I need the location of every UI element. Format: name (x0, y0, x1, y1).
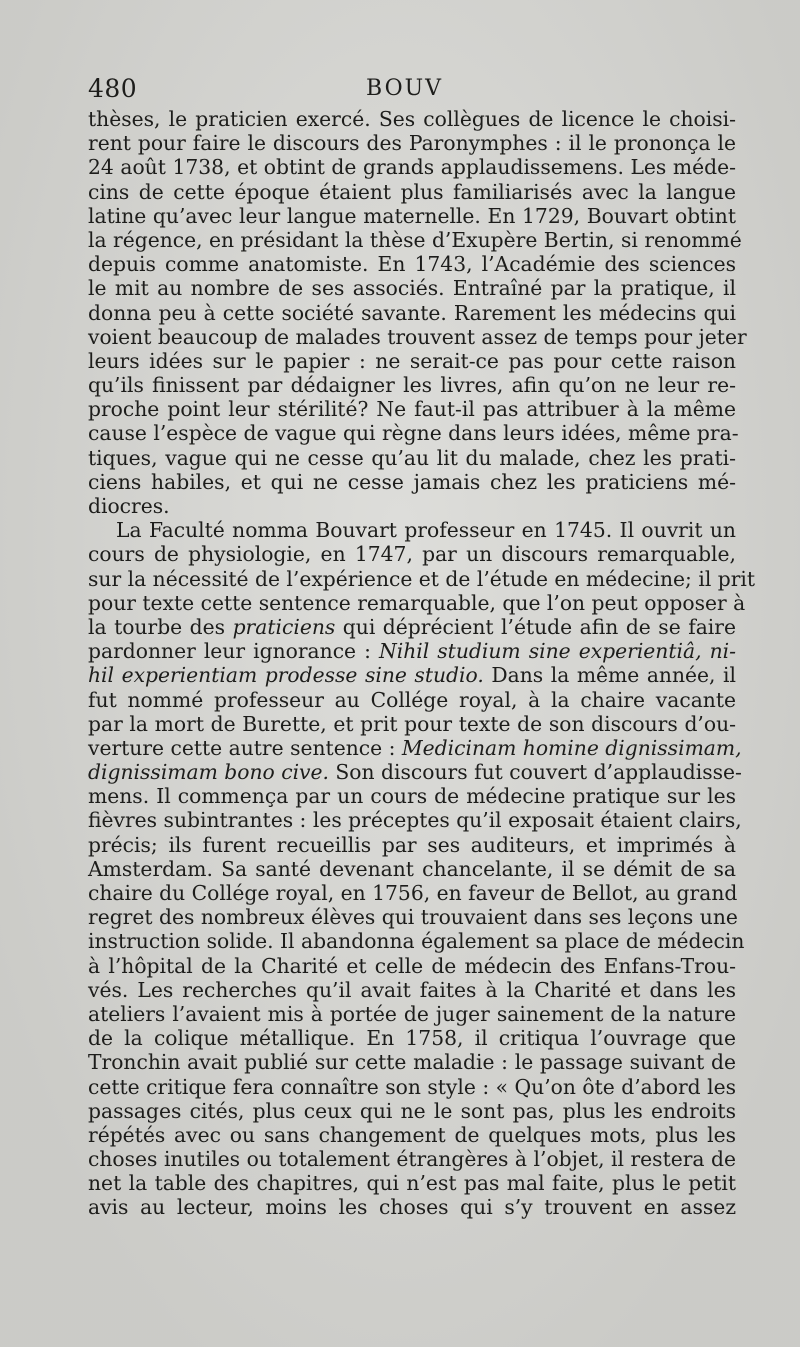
text-line: cette critique fera connaître son style : « Qu’on ôte d’abord les (88, 1074, 736, 1099)
text-line: la régence, en présidant la thèse d’Exupère Bertin, si renommé (88, 227, 742, 252)
text-line: leurs idées sur le papier : ne serait-ce pas pour cette raison (88, 348, 736, 373)
text-line: de la colique métallique. En 1758, il critiqua l’ouvrage que (88, 1026, 736, 1051)
text-line (88, 639, 736, 663)
text-line: avis au lecteur, moins les choses qui s’y trouvent en assez (88, 1195, 736, 1220)
running-head (88, 74, 736, 106)
text-line: sur la nécessité de l’expérience et de l’étude en médecine; il prit (88, 566, 756, 591)
text-line: Amsterdam. Sa santé devenant chancelante, il se démit de sa (88, 856, 736, 881)
text-line: ateliers l’avaient mis à portée de juger sainement de la nature (88, 1001, 736, 1026)
text-line: qu’ils finissent par dédaigner les livres, afin qu’on ne leur re- (88, 373, 736, 398)
text-line: 24 août 1738, et obtint de grands applaudissemens. Les méde- (88, 155, 736, 180)
text-line: tiques, vague qui ne cesse qu’au lit du malade, chez les prati- (88, 445, 736, 470)
text-line: depuis comme anatomiste. En 1743, l’Académie des sciences (88, 252, 736, 277)
text-line: par la mort de Burette, et prit pour texte de son discours d’ou- (88, 711, 736, 736)
latin-quote: Medicinam homine dignissimam, (401, 735, 742, 760)
text-run: pardonner leur ignorance : (88, 639, 379, 664)
text-line: regret des nombreux élèves qui trouvaient dans ses leçons une (88, 905, 738, 930)
text-run: Son discours fut couvert d’applaudisse- (328, 760, 742, 785)
text-line: pour texte cette sentence remarquable, que l’on peut opposer à (88, 590, 746, 615)
text-line: voient beaucoup de malades trouvent assez de temps pour jeter (88, 324, 747, 349)
text-line: à l’hôpital de la Charité et celle de médecin des Enfans-Trou- (88, 953, 736, 978)
text-run: qui déprécient l’étude afin de se faire (335, 614, 736, 639)
text-line: passages cités, plus ceux qui ne le sont pas, plus les endroits (88, 1098, 736, 1123)
text-line (88, 615, 736, 639)
text-line: fièvres subintrantes : les préceptes qu’il exposait étaient clairs, (88, 808, 742, 833)
text-line: diocres. (88, 494, 170, 518)
body-text (88, 107, 756, 1244)
text-line (88, 760, 742, 785)
text-line: net la table des chapitres, qui n’est pas mal faite, plus le petit (88, 1171, 736, 1196)
text-line: rent pour faire le discours des Paronymphes : il le prononça le (88, 131, 736, 156)
italic-word: praticiens (232, 614, 336, 639)
text-line: donna peu à cette société savante. Rarement les médecins qui (88, 300, 736, 325)
running-title: BOUV (366, 76, 444, 101)
text-line: vés. Les recherches qu’il avait faites à la Charité et dans les (88, 977, 736, 1002)
text-line (88, 735, 742, 760)
text-line (88, 663, 736, 687)
latin-quote: hil experientiam prodesse sine studio. (88, 663, 484, 688)
text-line: latine qu’avec leur langue maternelle. En 1729, Bouvart obtint (88, 203, 736, 228)
text-line: Tronchin avait publié sur cette maladie : le passage suivant de (88, 1050, 736, 1075)
latin-quote: Nihil studium sine experientiâ, ni- (378, 639, 736, 664)
text-line: répétés avec ou sans changement de quelques mots, plus les (88, 1122, 736, 1147)
text-line: cause l’espèce de vague qui règne dans leurs idées, même pra- (88, 421, 739, 446)
text-line: thèses, le praticien exercé. Ses collègues de licence le choisi- (88, 107, 736, 131)
text-run: Dans la même année, il (483, 663, 736, 688)
latin-quote: dignissimam bono cive. (88, 760, 329, 785)
text-line: cours de physiologie, en 1747, par un discours remarquable, (88, 542, 736, 567)
text-line: précis; ils furent recueillis par ses auditeurs, et imprimés à (88, 832, 736, 857)
text-line: ciens habiles, et qui ne cesse jamais chez les praticiens mé- (88, 469, 736, 494)
text-line: fut nommé professeur au Collége royal, à la chaire vacante (88, 687, 736, 712)
text-line: proche point leur stérilité? Ne faut-il pas attribuer à la même (88, 397, 736, 422)
text-line: chaire du Collége royal, en 1756, en faveur de Bellot, au grand (88, 881, 738, 905)
text-line: le mit au nombre de ses associés. Entraîné par la pratique, il (88, 276, 736, 301)
text-line: instruction solide. Il abandonna également sa place de médecin (88, 929, 745, 954)
paragraph-first-line: La Faculté nomma Bouvart professeur en 1745. Il ouvrit un (116, 518, 736, 543)
text-line: choses inutiles ou totalement étrangères à l’objet, il restera de (88, 1147, 736, 1172)
page-number: 480 (88, 74, 138, 103)
text-line: cins de cette époque étaient plus familiarisés avec la langue (88, 179, 736, 204)
text-line (88, 1220, 736, 1244)
text-run: verture cette autre sentence : (88, 735, 402, 760)
text-line: mens. Il commença par un cours de médecine pratique sur les (88, 784, 736, 809)
text-run: la tourbe des (88, 614, 233, 639)
